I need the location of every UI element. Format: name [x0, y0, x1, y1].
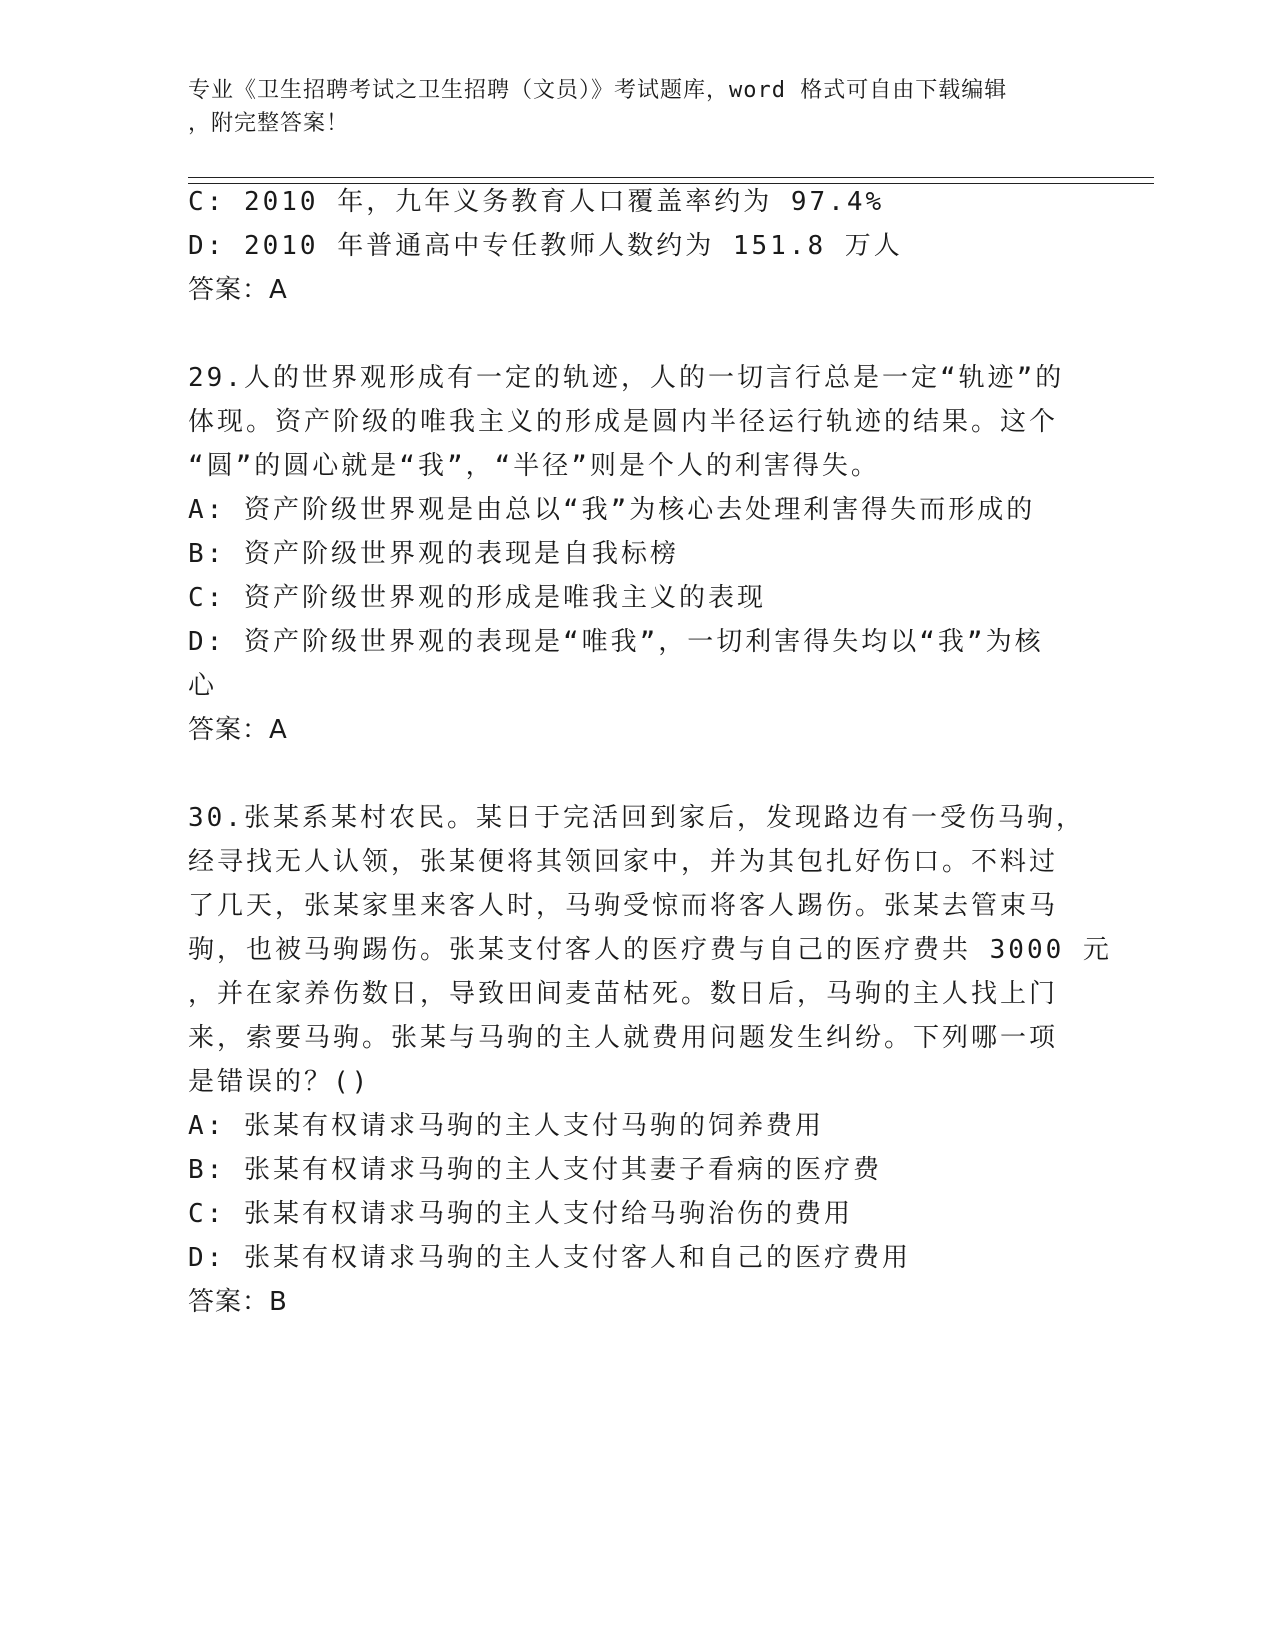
header-line-1: 专业《卫生招聘考试之卫生招聘（文员）》考试题库，word 格式可自由下载编辑 — [188, 78, 1008, 103]
page-header — [188, 74, 1088, 140]
q29-option-a: A: 资产阶级世界观是由总以“我”为核心去处理利害得失而形成的 — [188, 495, 1036, 525]
q30-option-c: C: 张某有权请求马驹的主人支付给马驹治伤的费用 — [188, 1199, 853, 1229]
q30-stem-line-4: 驹，也被马驹踢伤。张某支付客人的医疗费与自己的医疗费共 3000 元 — [188, 935, 1112, 965]
q29-option-b: B: 资产阶级世界观的表现是自我标榜 — [188, 539, 679, 569]
header-line-2: ，附完整答案！ — [188, 111, 350, 136]
q30-option-b: B: 张某有权请求马驹的主人支付其妻子看病的医疗费 — [188, 1155, 882, 1185]
q30-stem-line-6: 来，索要马驹。张某与马驹的主人就费用问题发生纠纷。下列哪一项 — [188, 1023, 1059, 1053]
q30-stem-line-1: 30.张某系某村农民。某日于完活回到家后，发现路边有一受伤马驹， — [188, 803, 1085, 833]
q30-stem-line-5: ，并在家养伤数日，导致田间麦苗枯死。数日后，马驹的主人找上门 — [188, 979, 1059, 1009]
q29-option-c: C: 资产阶级世界观的形成是唯我主义的表现 — [188, 583, 766, 613]
q30-answer: 答案：B — [188, 1287, 288, 1317]
q29-stem-line-1: 29.人的世界观形成有一定的轨迹，人的一切言行总是一定“轨迹”的 — [188, 363, 1065, 393]
q28-option-c: C: 2010 年，九年义务教育人口覆盖率约为 97.4% — [188, 187, 885, 217]
q28-answer: 答案：A — [188, 275, 288, 305]
q30-stem-line-3: 了几天，张某家里来客人时，马驹受惊而将客人踢伤。张某去管束马 — [188, 891, 1059, 921]
q29-answer: 答案：A — [188, 715, 288, 745]
q29-option-d-line-2: 心 — [188, 671, 218, 701]
q30-stem-line-7: 是错误的？() — [188, 1067, 371, 1097]
header-divider-top — [188, 177, 1154, 178]
q30-option-a: A: 张某有权请求马驹的主人支付马驹的饲养费用 — [188, 1111, 824, 1141]
header-divider-bottom — [188, 183, 1154, 184]
q29-stem-line-2: 体现。资产阶级的唯我主义的形成是圆内半径运行轨迹的结果。这个 — [188, 407, 1059, 437]
q29-option-d-line-1: D: 资产阶级世界观的表现是“唯我”，一切利害得失均以“我”为核 — [188, 627, 1044, 657]
q28-option-d: D: 2010 年普通高中专任教师人数约为 151.8 万人 — [188, 231, 903, 261]
q30-stem-line-2: 经寻找无人认领，张某便将其领回家中，并为其包扎好伤口。不料过 — [188, 847, 1059, 877]
q29-stem-line-3: “圆”的圆心就是“我”，“半径”则是个人的利害得失。 — [188, 451, 880, 481]
q30-option-d: D: 张某有权请求马驹的主人支付客人和自己的医疗费用 — [188, 1243, 911, 1273]
